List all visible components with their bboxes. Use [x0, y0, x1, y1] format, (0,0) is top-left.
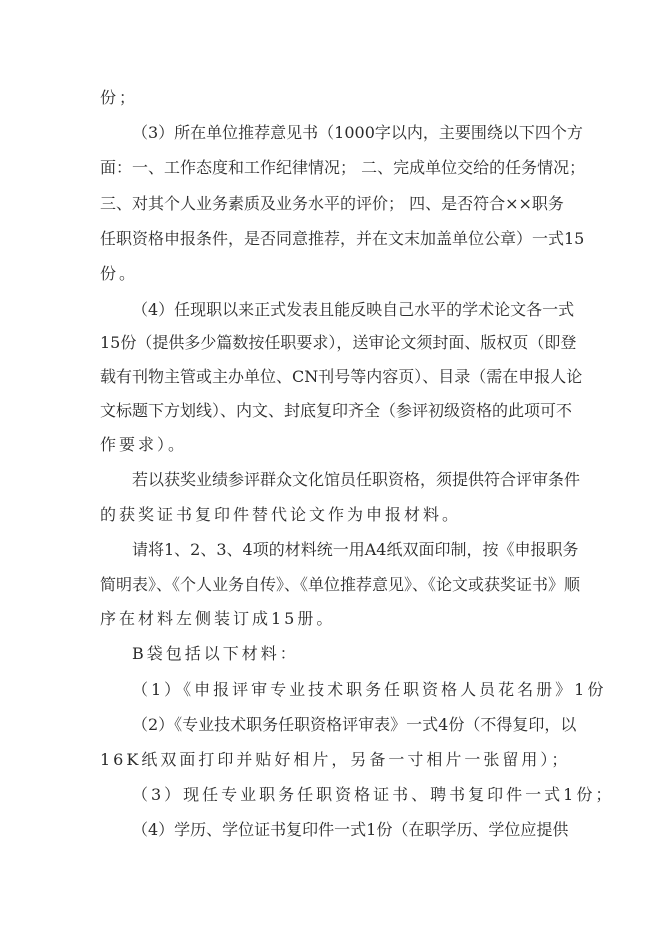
- text-line: 份；: [100, 88, 139, 107]
- text-line: （4）学历、学位证书复印件一式1份（在职学历、学位应提供: [132, 820, 569, 839]
- text-line: 作要求）。: [100, 435, 188, 454]
- text-line: 15份（提供多少篇数按任职要求），送审论文须封面、版权页（即登: [100, 333, 577, 352]
- text-line: （3）现任专业职务任职资格证书、聘书复印件一式1份；: [132, 785, 615, 804]
- text-line: 的获奖证书复印件替代论文作为申报材料。: [100, 505, 462, 524]
- text-line: 三、对其个人业务素质及业务水平的评价； 四、是否符合××职务: [100, 194, 564, 213]
- text-line: 请将1、2、3、4项的材料统一用A4纸双面印制，按《申报职务: [132, 540, 579, 559]
- text-line: （2）《专业技术职务任职资格评审表》一式4份（不得复印，以: [132, 715, 577, 734]
- text-line: 文标题下方划线）、内文、封底复印齐全（参评初级资格的此项可不: [100, 401, 573, 420]
- text-line: B袋包括以下材料：: [132, 644, 299, 663]
- text-line: 序在材料左侧装订成15册。: [100, 609, 336, 628]
- text-line: （1）《申报评审专业技术职务任职资格人员花名册》1份: [132, 680, 607, 699]
- text-line: 16K纸双面打印并贴好相片，另备一寸相片一张留用）；: [100, 750, 571, 769]
- text-line: 若以获奖业绩参评群众文化馆员任职资格，须提供符合评审条件: [132, 470, 581, 489]
- text-line: （4）任现职以来正式发表且能反映自己水平的学术论文各一式: [132, 300, 575, 319]
- text-line: 份。: [100, 264, 139, 283]
- text-line: 简明表》、《个人业务自传》、《单位推荐意见》、《论文或获奖证书》顺: [100, 575, 581, 594]
- text-line: 载有刊物主管或主办单位、CN刊号等内容页）、目录（需在申报人论: [100, 367, 583, 386]
- text-line: （3）所在单位推荐意见书（1000字以内，主要围绕以下四个方: [132, 123, 583, 142]
- text-line: 面：一、工作态度和工作纪律情况； 二、完成单位交给的任务情况；: [100, 158, 586, 177]
- text-line: 任职资格申报条件，是否同意推荐，并在文末加盖单位公章）一式15: [100, 229, 585, 248]
